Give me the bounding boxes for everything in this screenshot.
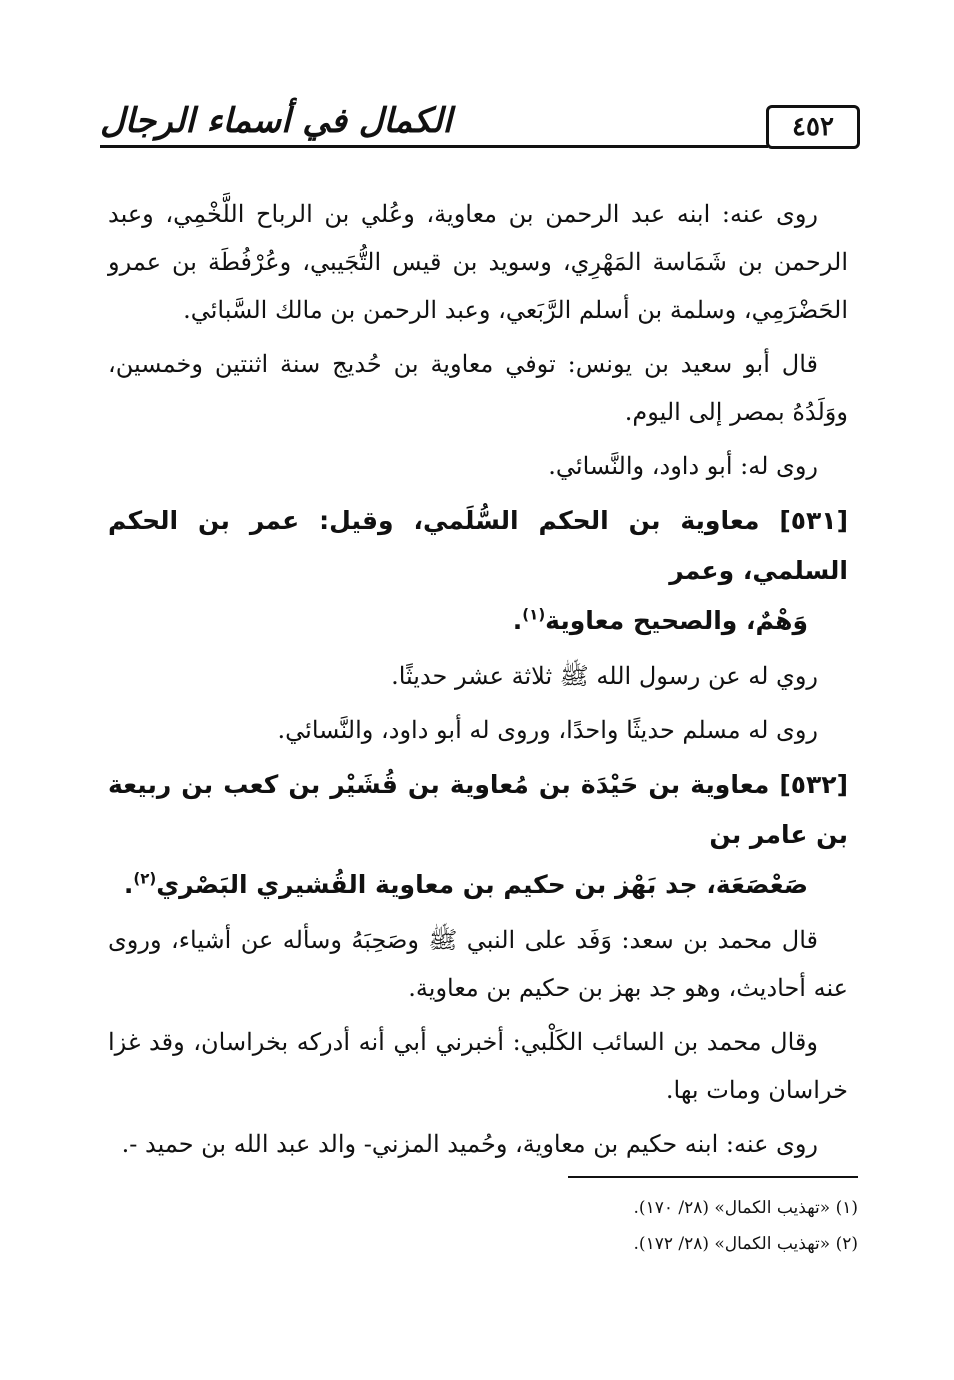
entry-531-cont-text: وَهْمٌ، والصحيح معاوية	[545, 606, 808, 635]
paragraph-narrated-by: روى له: أبو داود، والنَّسائي.	[548, 452, 818, 480]
book-title: الكمال في أسماء الرجال	[100, 101, 452, 141]
footnote-ref-2[interactable]: (٢)	[133, 869, 157, 888]
entry-532-heading	[108, 760, 848, 910]
paragraph-narrators-2: روى عنه: ابنه حكيم بن معاوية، وحُميد المزني- والد عبد الله بن حميد -.	[121, 1130, 818, 1158]
page-number-box	[766, 105, 860, 149]
footnote-2: (٢) «تهذيب الكمال» (٢٨/ ١٧٢).	[633, 1234, 858, 1254]
footnote-ref-1[interactable]: (١)	[522, 605, 546, 624]
entry-532-continuation: صَعْصَعَة، جد بَهْز بن حكيم بن معاوية القُشيري البَصْري$^{(٢)}$.	[123, 869, 808, 899]
main-text	[108, 190, 848, 1174]
paragraph-narrators: روى عنه: ابنه عبد الرحمن بن معاوية، وعُلي بن الرباح اللَّخْمِي، وعبد الرحمن بن شَمَاسة المَهْرِي، وسويد بن قيس التُّجَيبي، وعُرْفُطَة بن عمرو الحَضْرَمِي، وسلمة بن أسلم الرَّبَعي، وعبد الرحمن بن مالك السَّبائي.	[108, 200, 848, 324]
paragraph-kalbi: وقال محمد بن السائب الكَلْبي: أخبرني أبي أنه أدركه بخراسان، وقد غزا خراسان ومات بها.	[108, 1028, 848, 1104]
paragraph-hadith-count: روي له عن رسول الله ﷺ ثلاثة عشر حديثًا.	[391, 662, 818, 690]
footnote-rule	[568, 1176, 858, 1178]
entry-531-heading	[108, 496, 848, 646]
page-header	[100, 95, 860, 155]
paragraph-death-note: قال أبو سعيد بن يونس: توفي معاوية بن حُديج سنة اثنتين وخمسين، ووَلَدُهُ بمصر إلى اليوم.	[108, 350, 848, 426]
paragraph-ibn-saad: قال محمد بن سعد: وَفَد على النبي ﷺ وصَحِبَهُ وسأله عن أشياء، وروى عنه أحاديث، وهو جد بهز بن حكيم بن معاوية.	[108, 926, 848, 1002]
header-rule	[100, 145, 768, 148]
footnotes	[158, 1190, 858, 1262]
entry-531-title: [٥٣١] معاوية بن الحكم السُّلَمي، وقيل: عمر بن الحكم السلمي، وعمر	[108, 506, 848, 585]
paragraph-muslim: روى له مسلم حديثًا واحدًا، وروى له أبو داود، والنَّسائي.	[277, 716, 818, 744]
entry-531-continuation: وَهْمٌ، والصحيح معاوية$^{(١)}$.	[512, 605, 808, 635]
footnote-1: (١) «تهذيب الكمال» (٢٨/ ١٧٠).	[633, 1198, 858, 1218]
entry-532-title: [٥٣٢] معاوية بن حَيْدَة بن مُعاوية بن قُشَيْر بن كعب بن ربيعة بن عامر بن	[108, 770, 848, 849]
entry-532-cont-text: صَعْصَعَة، جد بَهْز بن حكيم بن معاوية القُشيري البَصْري	[156, 870, 808, 899]
page-number: ٤٥٢	[792, 112, 834, 142]
